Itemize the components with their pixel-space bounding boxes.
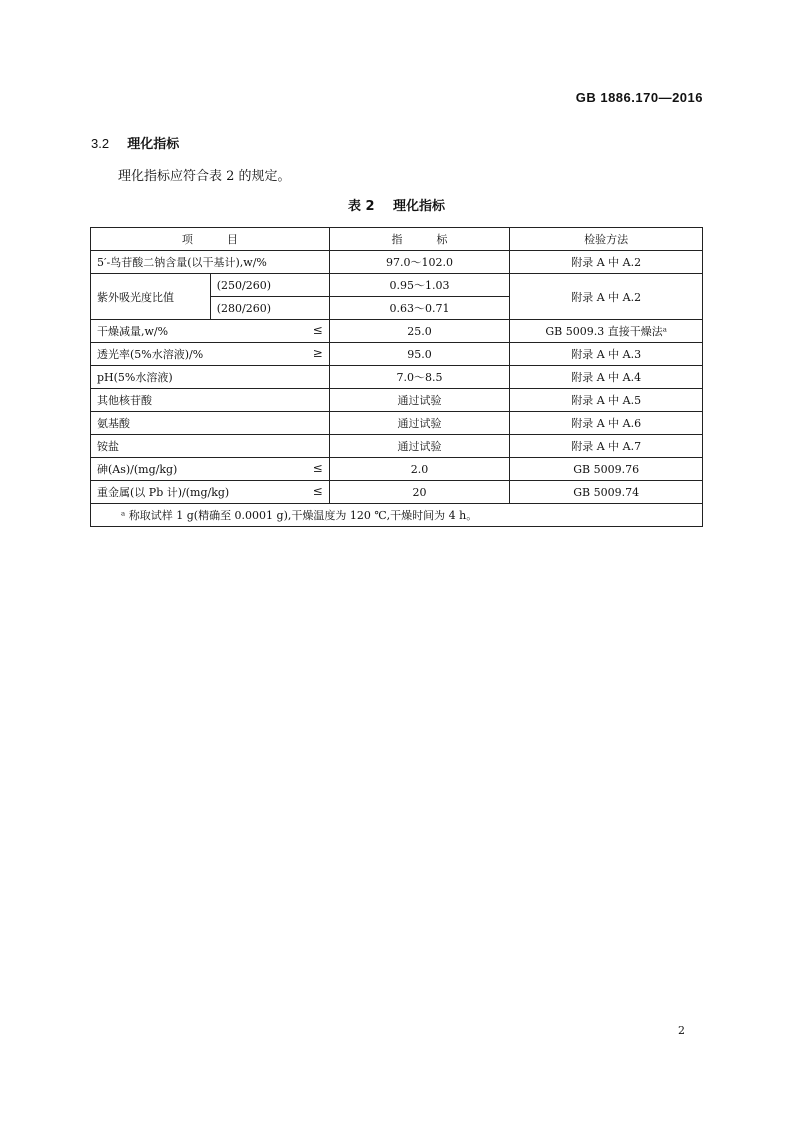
- row-subitem: (280/260): [210, 297, 329, 320]
- table-footnote-row: [91, 504, 703, 527]
- row-method: 附录 A 中 A.5: [510, 389, 703, 412]
- table-row: [91, 412, 703, 435]
- row-method: GB 5009.3 直接干燥法ᵃ: [510, 320, 703, 343]
- table-row: [91, 366, 703, 389]
- row-subitem: (250/260): [210, 274, 329, 297]
- table-header-row: [91, 228, 703, 251]
- row-item: 氨基酸: [91, 412, 330, 435]
- table-row: [91, 320, 703, 343]
- row-method: GB 5009.74: [510, 481, 703, 504]
- row-item: 其他核苷酸: [91, 389, 330, 412]
- row-item: 重金属(以 Pb 计)/(mg/kg) ≤: [91, 481, 330, 504]
- table-row: [91, 274, 703, 297]
- table-caption-label: 表 2: [347, 199, 375, 214]
- table-caption-title: 理化指标: [393, 199, 446, 214]
- table-caption: [0, 195, 793, 214]
- section-title: 理化指标: [127, 137, 180, 152]
- section-intro: 理化指标应符合表 2 的规定。: [118, 169, 291, 184]
- table-row: [91, 389, 703, 412]
- table-row: [91, 343, 703, 366]
- row-value: 7.0～8.5: [329, 366, 510, 389]
- header-method: 检验方法: [510, 228, 703, 251]
- row-value: 通过试验: [329, 412, 510, 435]
- section-heading: [91, 133, 179, 152]
- row-method: GB 5009.76: [510, 458, 703, 481]
- comparison-sign: ≤: [312, 323, 323, 337]
- row-method: 附录 A 中 A.2: [510, 274, 703, 320]
- row-method: 附录 A 中 A.6: [510, 412, 703, 435]
- header-item: 项 目: [91, 228, 330, 251]
- row-value: 通过试验: [329, 435, 510, 458]
- row-item: 砷(As)/(mg/kg) ≤: [91, 458, 330, 481]
- table-row: [91, 481, 703, 504]
- comparison-sign: ≤: [312, 484, 323, 498]
- comparison-sign: ≥: [312, 346, 323, 360]
- row-method: 附录 A 中 A.2: [510, 251, 703, 274]
- row-value: 97.0～102.0: [329, 251, 510, 274]
- row-value: 0.63～0.71: [329, 297, 510, 320]
- section-number: 3.2: [91, 136, 110, 151]
- row-item: 铵盐: [91, 435, 330, 458]
- row-method: 附录 A 中 A.3: [510, 343, 703, 366]
- row-value: 0.95～1.03: [329, 274, 510, 297]
- row-item: 透光率(5%水溶液)/% ≥: [91, 343, 330, 366]
- row-value: 通过试验: [329, 389, 510, 412]
- row-value: 95.0: [329, 343, 510, 366]
- row-value: 2.0: [329, 458, 510, 481]
- row-item: 干燥减量,w/% ≤: [91, 320, 330, 343]
- spec-table: [90, 227, 703, 527]
- row-value: 25.0: [329, 320, 510, 343]
- row-method: 附录 A 中 A.7: [510, 435, 703, 458]
- page-number: 2: [678, 1024, 685, 1037]
- row-item: pH(5%水溶液): [91, 366, 330, 389]
- table-row: [91, 458, 703, 481]
- table-footnote: ᵃ 称取试样 1 g(精确至 0.0001 g),干燥温度为 120 ℃,干燥时间为 4 h。: [91, 504, 703, 527]
- row-item: 紫外吸光度比值: [91, 274, 211, 320]
- table-row: [91, 435, 703, 458]
- row-item: 5′-鸟苷酸二钠含量(以干基计),w/%: [91, 251, 330, 274]
- comparison-sign: ≤: [312, 461, 323, 475]
- header-index: 指 标: [329, 228, 510, 251]
- row-value: 20: [329, 481, 510, 504]
- row-method: 附录 A 中 A.4: [510, 366, 703, 389]
- standard-code: GB 1886.170—2016: [575, 90, 703, 105]
- table-row: [91, 251, 703, 274]
